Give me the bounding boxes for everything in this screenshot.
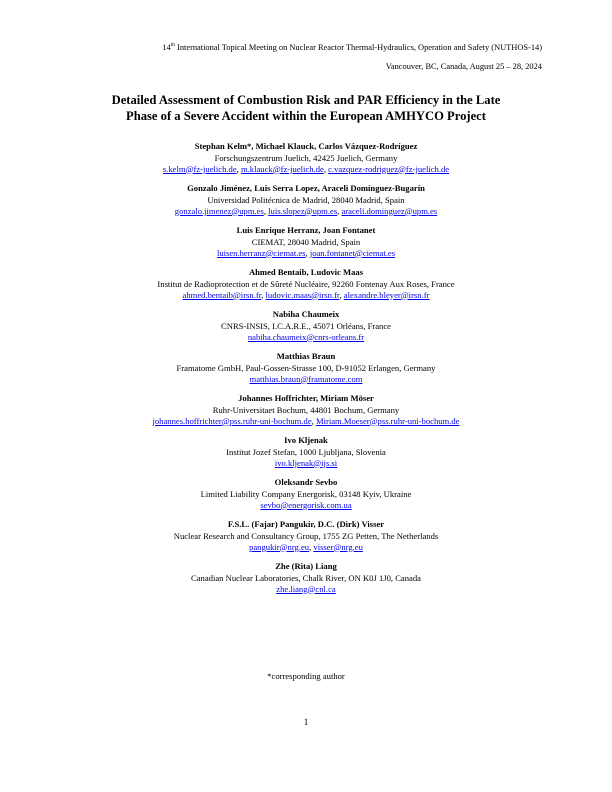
email-link[interactable]: pangukir@nrg.eu — [249, 541, 310, 552]
author-emails — [50, 416, 562, 427]
author-group — [50, 561, 562, 595]
email-separator: , — [311, 415, 316, 426]
email-link[interactable]: s.kelm@fz-juelich.de — [162, 163, 237, 174]
email-separator: , — [337, 205, 342, 216]
conference-ordinal-suffix: th — [170, 42, 175, 48]
author-group — [50, 141, 562, 175]
conference-header — [162, 36, 542, 76]
author-group — [50, 519, 562, 553]
author-emails — [50, 206, 562, 217]
email-separator: , — [261, 289, 266, 300]
page-number: 1 — [303, 717, 309, 727]
email-separator: , — [236, 163, 241, 174]
author-affiliation: Universidad Politécnica de Madrid, 28040 Madrid, Spain — [207, 194, 405, 205]
email-link[interactable]: luisen.herranz@ciemat.es — [216, 247, 306, 258]
email-link[interactable]: joan.fontanet@ciemat.es — [309, 247, 396, 258]
conference-name — [162, 36, 542, 57]
email-link[interactable]: nabiha.chaumeix@cnrs-orleans.fr — [247, 331, 365, 342]
conference-title: International Topical Meeting on Nuclear Reactor Thermal-Hydraulics, Operation and Safety (NUTHOS-14) — [174, 42, 542, 52]
author-names: Nabiha Chaumeix — [272, 309, 340, 319]
author-group — [50, 183, 562, 217]
author-affiliation: Nuclear Research and Consultancy Group, 1755 ZG Petten, The Netherlands — [173, 530, 439, 541]
email-link[interactable]: ahmed.bentaib@irsn.fr — [182, 289, 262, 300]
author-names: Matthias Braun — [276, 351, 336, 361]
email-link[interactable]: alexandre.bleyer@irsn.fr — [343, 289, 430, 300]
author-group — [50, 267, 562, 301]
author-emails — [50, 542, 562, 553]
author-group — [50, 393, 562, 427]
author-names: Ivo Kljenak — [284, 435, 328, 445]
email-separator: , — [305, 247, 310, 258]
email-separator: , — [323, 163, 329, 174]
email-link[interactable]: johannes.hoffrichter@pss.ruhr-uni-bochum.de — [152, 415, 312, 426]
email-link[interactable]: araceli.dominguez@upm.es — [341, 205, 438, 216]
conference-ordinal: 14 — [162, 42, 171, 52]
email-link[interactable]: matthias.braun@framatome.com — [249, 373, 363, 384]
author-emails — [50, 332, 562, 343]
paper-title — [60, 92, 552, 124]
author-names: Gonzalo Jiménez, Luis Serra Lopez, Araceli Domínguez-Bugarín — [187, 183, 425, 193]
email-link[interactable]: Miriam.Moeser@pss.ruhr-uni-bochum.de — [315, 415, 460, 426]
email-link[interactable]: m.klauck@fz-juelich.de — [240, 163, 324, 174]
author-affiliation: CNRS-INSIS, I.C.A.R.E., 45071 Orléans, France — [221, 320, 391, 331]
email-link[interactable]: luis.slopez@upm.es — [268, 205, 338, 216]
author-affiliation: Institut Jozef Stefan, 1000 Ljubljana, Slovenia — [226, 446, 386, 457]
author-emails — [50, 458, 562, 469]
author-names: Johannes Hoffrichter, Miriam Möser — [238, 393, 374, 403]
email-link[interactable]: ludovic.maas@irsn.fr — [265, 289, 340, 300]
author-group — [50, 477, 562, 511]
email-separator: , — [263, 205, 269, 216]
author-emails — [50, 290, 562, 301]
author-group — [50, 435, 562, 469]
email-link[interactable]: c.vazquez-rodriguez@fz-juelich.de — [328, 163, 450, 174]
email-link[interactable]: zhe.liang@cnl.ca — [276, 583, 336, 594]
author-emails — [50, 164, 562, 175]
author-affiliation: Canadian Nuclear Laboratories, Chalk River, ON K0J 1J0, Canada — [191, 572, 421, 583]
email-link[interactable]: ivo.kljenak@ijs.si — [274, 457, 338, 468]
author-affiliation: Ruhr-Universitaet Bochum, 44801 Bochum, Germany — [212, 404, 400, 415]
author-names: Luis Enrique Herranz, Joan Fontanet — [236, 225, 376, 235]
author-names: Zhe (Rita) Liang — [275, 561, 337, 571]
author-affiliation: Institut de Radioprotection et de Sûreté Nucléaire, 92260 Fontenay Aux Roses, France — [157, 278, 455, 289]
author-group — [50, 351, 562, 385]
author-group — [50, 225, 562, 259]
author-affiliation: CIEMAT, 28040 Madrid, Spain — [251, 236, 361, 247]
author-emails — [50, 248, 562, 259]
email-separator: , — [309, 541, 314, 552]
author-names: F.S.L. (Fajar) Pangukir, D.C. (Dirk) Visser — [227, 519, 385, 529]
email-link[interactable]: visser@nrg.eu — [313, 541, 363, 552]
author-names: Stephan Kelm*, Michael Klauck, Carlos Vázquez-Rodríguez — [194, 141, 418, 151]
author-emails — [50, 500, 562, 511]
paper-title-line-2: Phase of a Severe Accident within the European AMHYCO Project — [126, 109, 486, 123]
author-list — [50, 141, 562, 603]
email-link[interactable]: gonzalo.jimenez@upm.es — [174, 205, 264, 216]
conference-location-date: Vancouver, BC, Canada, August 25 – 28, 2024 — [385, 61, 542, 71]
corresponding-author-note: *corresponding author — [267, 671, 345, 681]
author-names: Ahmed Bentaib, Ludovic Maas — [248, 267, 364, 277]
author-emails — [50, 374, 562, 385]
email-separator: , — [339, 289, 344, 300]
author-affiliation: Forschungszentrum Juelich, 42425 Juelich, Germany — [214, 152, 398, 163]
author-affiliation: Limited Liability Company Energorisk, 03148 Kyiv, Ukraine — [200, 488, 412, 499]
author-names: Oleksandr Sevbo — [274, 477, 338, 487]
author-emails — [50, 584, 562, 595]
author-group — [50, 309, 562, 343]
paper-title-line-1: Detailed Assessment of Combustion Risk and PAR Efficiency in the Late — [111, 93, 501, 107]
author-affiliation: Framatome GmbH, Paul-Gossen-Strasse 100, D-91052 Erlangen, Germany — [176, 362, 436, 373]
email-link[interactable]: sevbo@energorisk.com.ua — [260, 499, 352, 510]
